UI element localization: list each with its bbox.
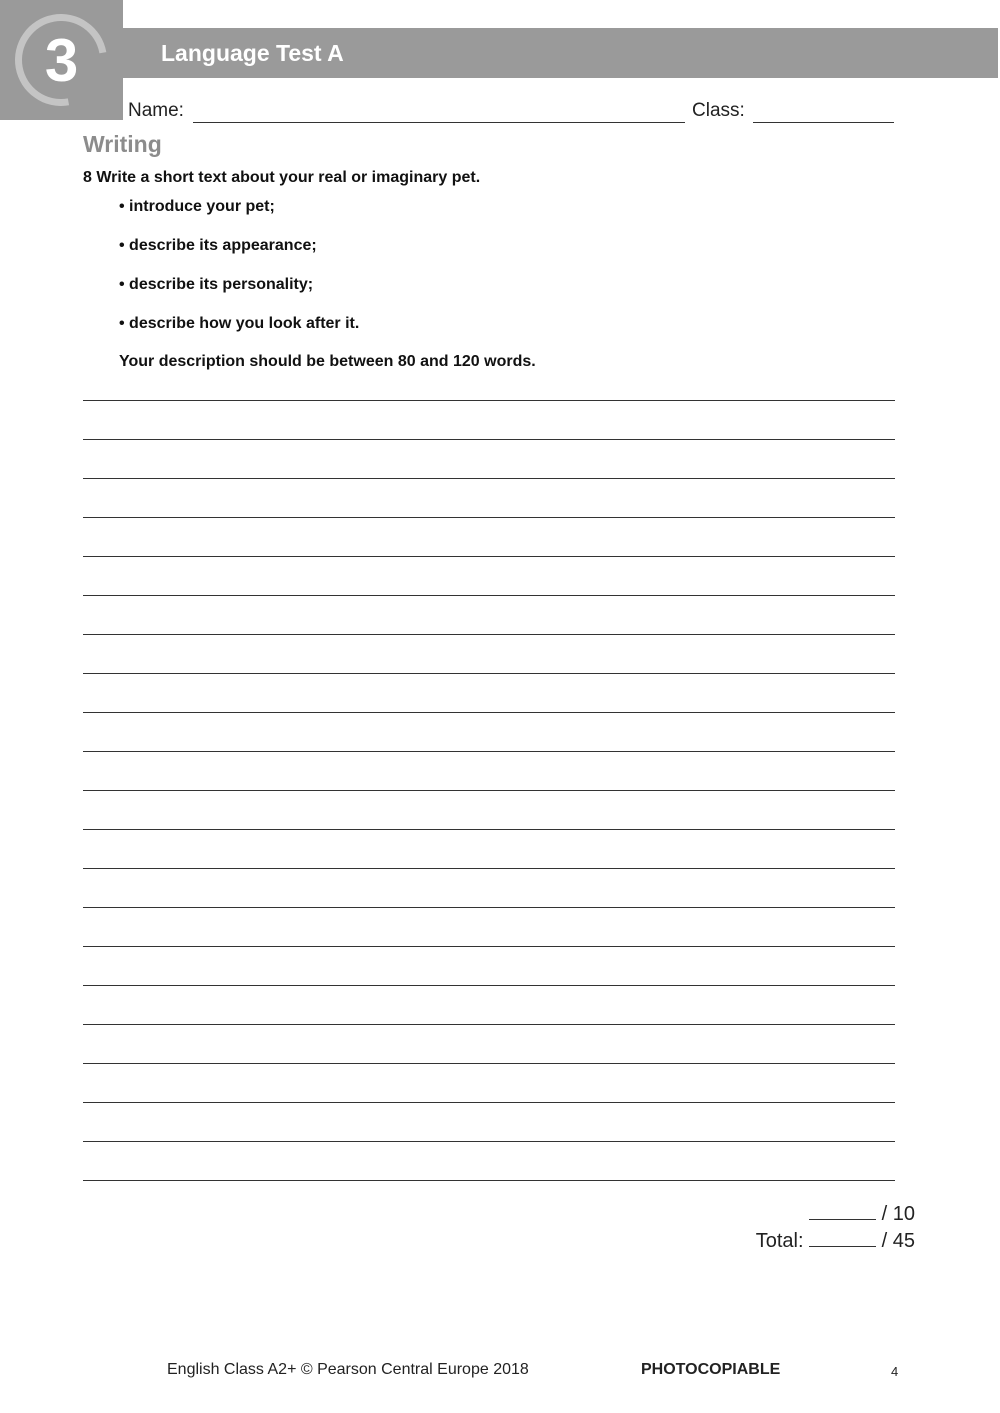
writing-line[interactable]	[83, 946, 895, 947]
writing-line[interactable]	[83, 517, 895, 518]
total-score-max: / 45	[881, 1230, 915, 1252]
writing-line[interactable]	[83, 556, 895, 557]
word-limit-note: Your description should be between 80 and 120 words.	[119, 353, 536, 370]
total-score-field[interactable]	[809, 1228, 876, 1247]
task-score-field[interactable]	[809, 1201, 876, 1220]
writing-line[interactable]	[83, 829, 895, 830]
title-bar	[123, 28, 998, 78]
name-field[interactable]	[193, 104, 685, 129]
section-heading: Writing	[83, 131, 162, 157]
writing-line[interactable]	[83, 751, 895, 752]
writing-line[interactable]	[83, 673, 895, 674]
writing-line[interactable]	[83, 1063, 895, 1064]
bullet-item: • describe its personality;	[119, 276, 314, 293]
footer-copyright: English Class A2+ © Pearson Central Europe 2018	[167, 1361, 529, 1378]
bullet-item: • describe its appearance;	[119, 237, 317, 254]
writing-line[interactable]	[83, 907, 895, 908]
writing-line[interactable]	[83, 1102, 895, 1103]
class-label: Class:	[692, 100, 745, 121]
writing-line[interactable]	[83, 478, 895, 479]
unit-number: 3	[44, 27, 79, 94]
writing-line[interactable]	[83, 790, 895, 791]
writing-line[interactable]	[83, 1141, 895, 1142]
writing-line[interactable]	[83, 439, 895, 440]
writing-line[interactable]	[83, 400, 895, 401]
task-instruction: 8 Write a short text about your real or imaginary pet.	[83, 169, 481, 186]
task-score-row	[809, 1201, 915, 1226]
writing-line[interactable]	[83, 712, 895, 713]
task-score-max: / 10	[881, 1203, 915, 1225]
writing-line[interactable]	[83, 868, 895, 869]
page-title: Language Test A	[161, 40, 344, 66]
writing-line[interactable]	[83, 985, 895, 986]
footer-photocopiable: PHOTOCOPIABLE	[641, 1361, 781, 1378]
writing-line[interactable]	[83, 634, 895, 635]
writing-line[interactable]	[83, 1024, 895, 1025]
total-score-row	[756, 1228, 915, 1253]
bullet-item: • describe how you look after it.	[119, 315, 360, 332]
class-field[interactable]	[753, 104, 894, 129]
writing-line[interactable]	[83, 595, 895, 596]
writing-line[interactable]	[83, 1180, 895, 1181]
bullet-item: • introduce your pet;	[119, 198, 275, 215]
unit-badge	[0, 0, 123, 120]
name-label: Name:	[128, 100, 184, 121]
total-label: Total:	[755, 1230, 804, 1252]
page-number: 4	[891, 1364, 899, 1379]
